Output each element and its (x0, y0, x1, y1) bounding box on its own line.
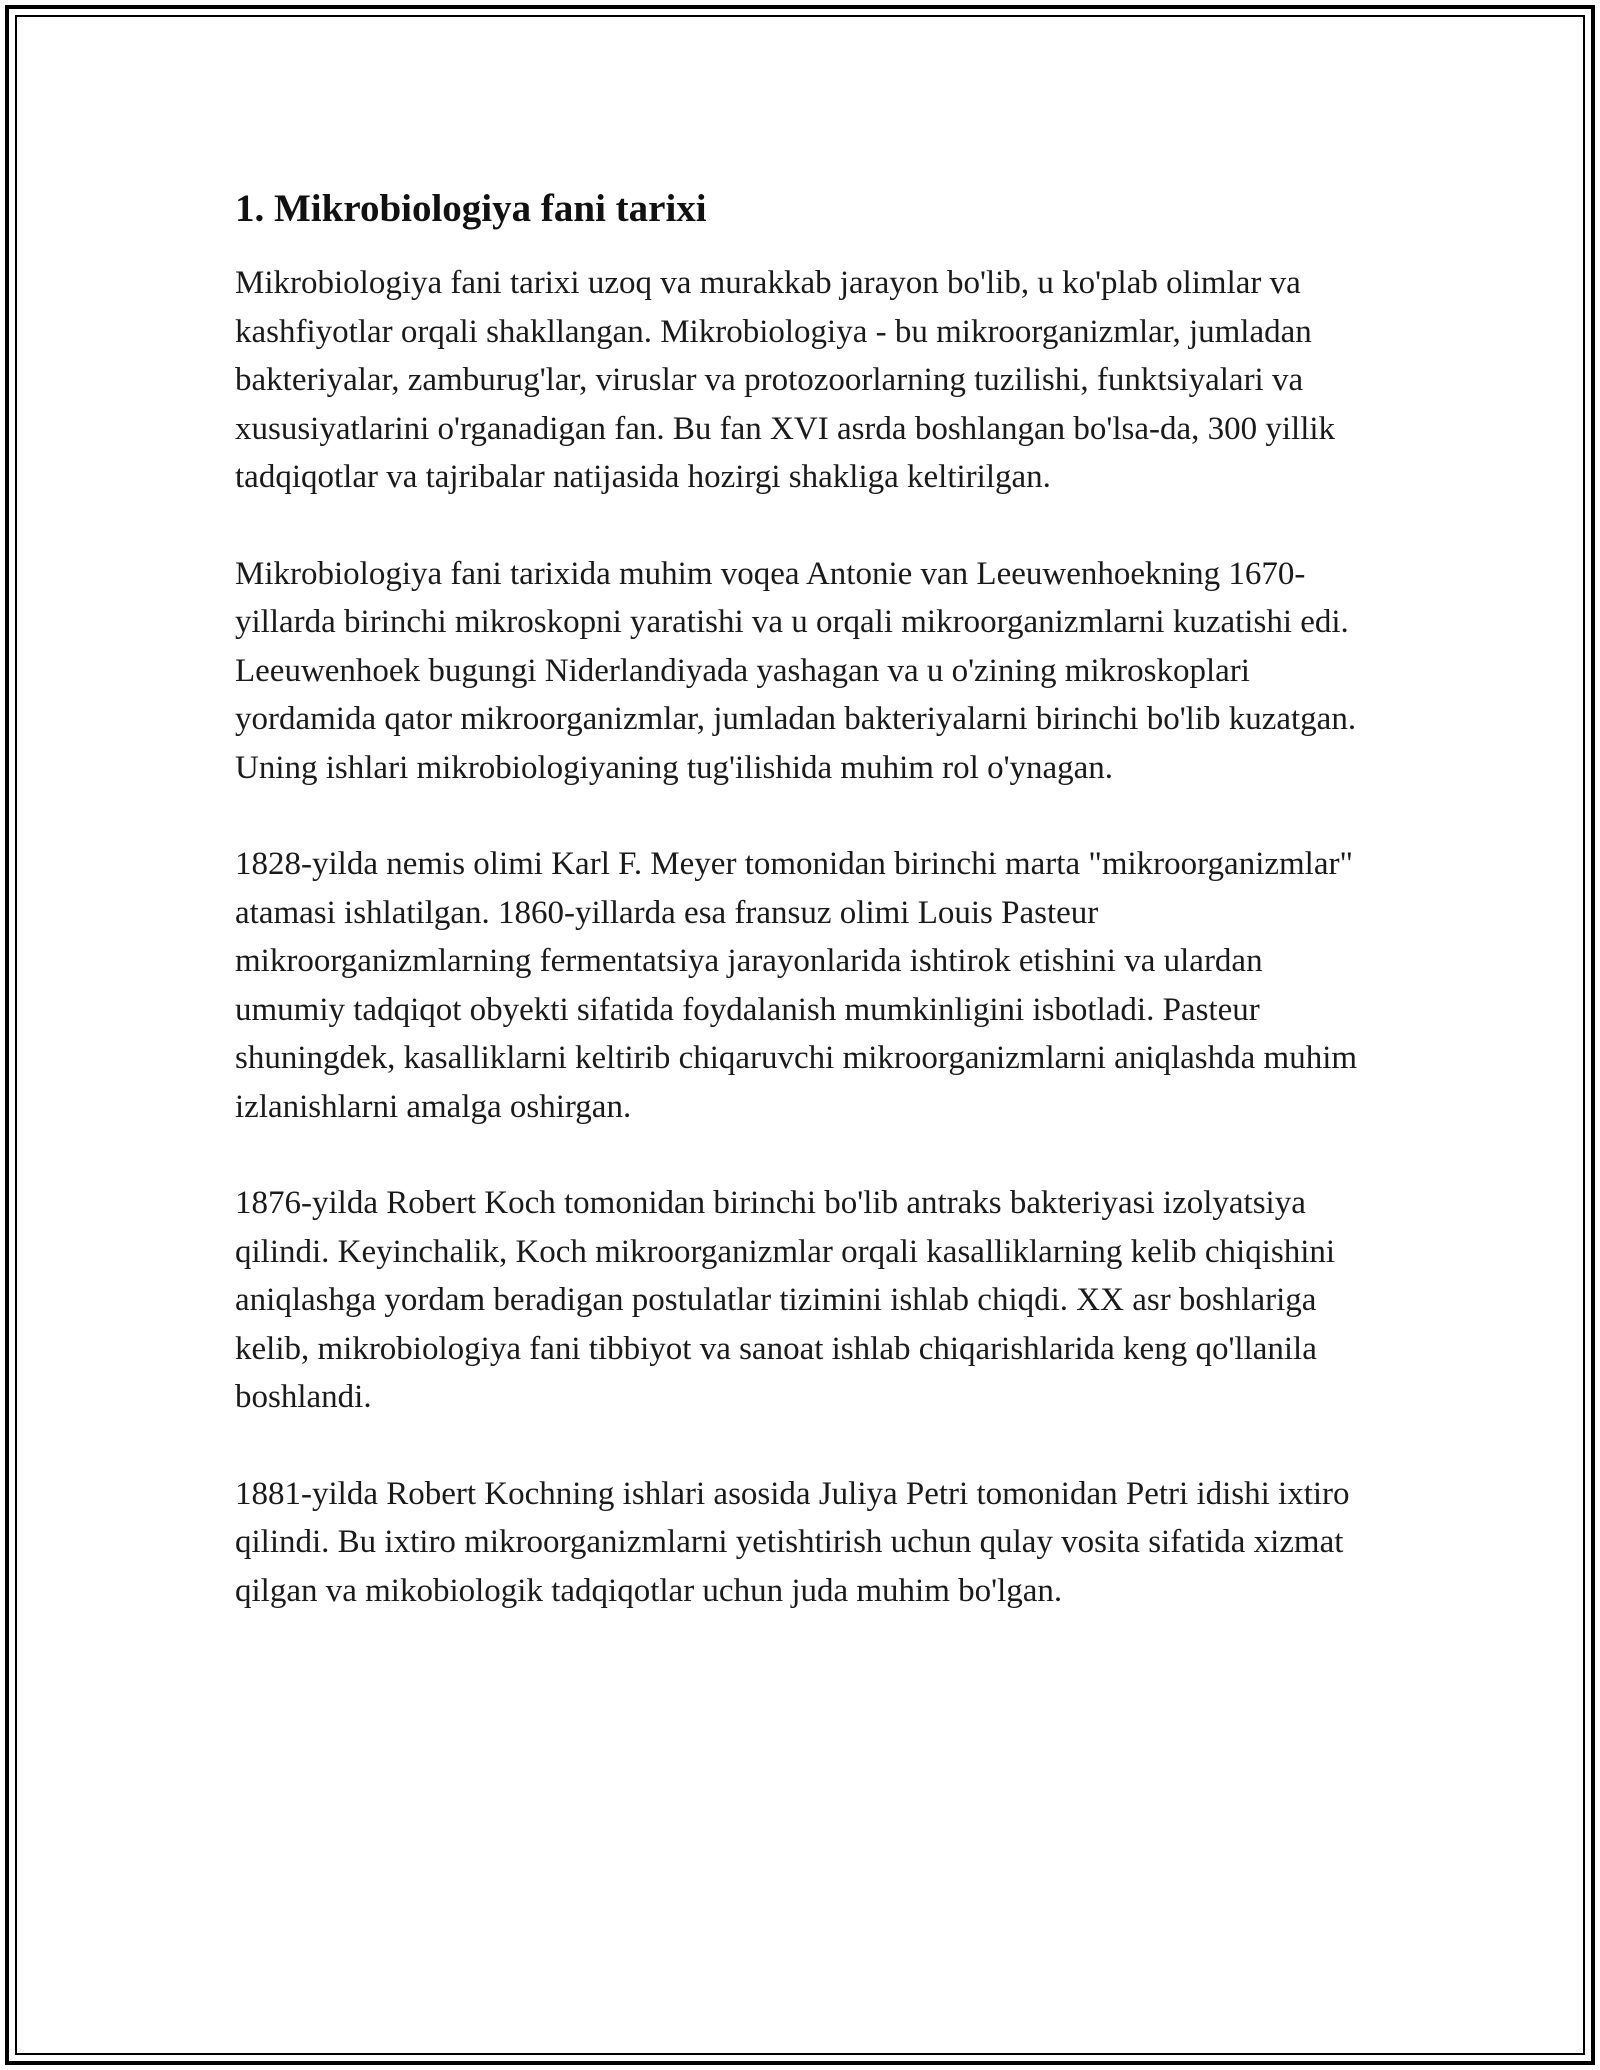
section-heading: 1. Mikrobiologiya fani tarixi (235, 187, 707, 230)
paragraph-intro: Mikrobiologiya fani tarixi uzoq va murakkab jarayon bo'lib, u ko'plab olimlar va kashfiyotlar orqali shakllangan. Mikrobiologiya - bu mikroorganizmlar, jumladan bakteriyalar, zamburug'lar, viruslar va protozoorlarning tuzilishi, funktsiyalari va xususiyatlarini o'rganadigan fan. Bu fan XVI asrda boshlangan bo'lsa-da, 300 yillik tadqiqotlar va tajribalar natijasida hozirgi shakliga keltirilgan. (235, 265, 1336, 495)
paragraph-koch: 1876-yilda Robert Koch tomonidan birinchi bo'lib antraks bakteriyasi izolyatsiya qilindi. Keyinchalik, Koch mikroorganizmlar orqali kasalliklarning kelib chiqishini aniqlashga yordam beradigan postulatlar tizimini ishlab chiqdi. XX asr boshlariga kelib, mikrobiologiya fani tibbiyot va sanoat ishlab chiqarishlarida keng qo'llanila boshlandi. (235, 1185, 1336, 1415)
document-body (235, 185, 1375, 1663)
paragraph-meyer-pasteur: 1828-yilda nemis olimi Karl F. Meyer tomonidan birinchi marta "mikroorganizmlar" atamasi ishlatilgan. 1860-yillarda esa fransuz olimi Louis Pasteur mikroorganizmlarning fermentatsiya jarayonlarida ishtirok etishini va ulardan umumiy tadqiqot obyekti sifatida foydalanish mumkinligini isbotladi. Pasteur shuningdek, kasalliklarni keltirib chiqaruvchi mikroorganizmlarni aniqlashda muhim izlanishlarni amalga oshirgan. (235, 846, 1358, 1125)
paragraph-leeuwenhoek: Mikrobiologiya fani tarixida muhim voqea Antonie van Leeuwenhoekning 1670-yillarda birinchi mikroskopni yaratishi va u orqali mikroorganizmlarni kuzatishi edi. Leeuwenhoek bugungi Niderlandiyada yashagan va u o'zining mikroskoplari yordamida qator mikroorganizmlar, jumladan bakteriyalarni birinchi bo'lib kuzatgan. Uning ishlari mikrobiologiyaning tug'ilishida muhim rol o'ynagan. (235, 555, 1357, 786)
paragraph-petri: 1881-yilda Robert Kochning ishlari asosida Juliya Petri tomonidan Petri idishi ixtiro qilindi. Bu ixtiro mikroorganizmlarni yetishtirish uchun qulay vosita sifatida xizmat qilgan va mikobiologik tadqiqotlar uchun juda muhim bo'lgan. (235, 1475, 1350, 1609)
